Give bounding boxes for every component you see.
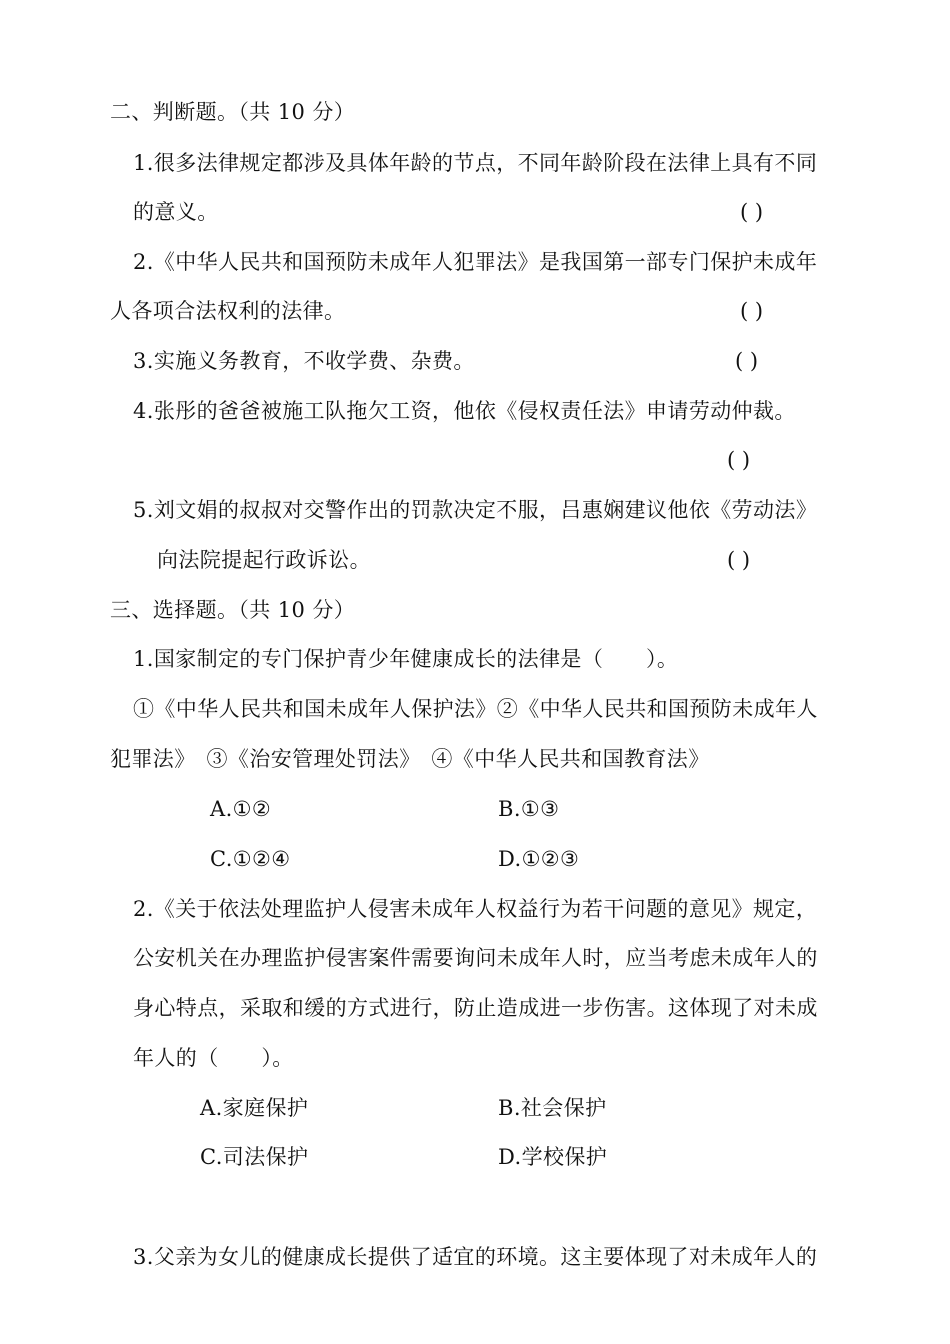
- judge-heading: 二、判断题。（共 10 分）: [110, 100, 356, 124]
- choice-q2-option-c[interactable]: C.司法保护: [200, 1145, 309, 1169]
- choice-q1: 1.国家制定的专门保护青少年健康成长的法律是（ ）。: [133, 647, 679, 671]
- choice-q2-line2: 公安机关在办理监护侵害案件需要询问未成年人时，应当考虑未成年人的: [133, 946, 818, 970]
- judge-q5-line1: 5.刘文娟的叔叔对交警作出的罚款决定不服，吕惠娴建议他依《劳动法》: [133, 498, 818, 522]
- choice-q2-option-a[interactable]: A.家庭保护: [200, 1096, 309, 1120]
- judge-q3-answer-paren[interactable]: ( ): [735, 349, 759, 373]
- choice-q1-option-c[interactable]: C.①②④: [210, 847, 291, 871]
- choice-q3-line1: 3.父亲为女儿的健康成长提供了适宜的环境。这主要体现了对未成年人的: [133, 1245, 818, 1269]
- choice-q2-line4: 年人的（ ）。: [133, 1046, 294, 1070]
- judge-q2-line1: 2.《中华人民共和国预防未成年人犯罪法》是我国第一部专门保护未成年: [133, 250, 818, 274]
- judge-q4-answer-paren[interactable]: ( ): [727, 448, 751, 472]
- choice-q2-line3: 身心特点，采取和缓的方式进行，防止造成进一步伤害。这体现了对未成: [133, 996, 818, 1020]
- judge-q4: 4.张彤的爸爸被施工队拖欠工资，他依《侵权责任法》申请劳动仲裁。: [133, 399, 796, 423]
- choice-q1-option-a[interactable]: A.①②: [210, 797, 272, 821]
- choice-q1-option-d[interactable]: D.①②③: [498, 847, 580, 871]
- judge-q1-line2: 的意义。: [133, 200, 219, 224]
- judge-q2-answer-paren[interactable]: ( ): [740, 299, 764, 323]
- judge-q1-line1: 1.很多法律规定都涉及具体年龄的节点，不同年龄阶段在法律上具有不同: [133, 151, 818, 175]
- choice-q2-line1: 2.《关于依法处理监护人侵害未成年人权益行为若干问题的意见》规定，: [133, 897, 818, 921]
- choice-q2-option-b[interactable]: B.社会保护: [498, 1096, 607, 1120]
- judge-q3: 3.实施义务教育，不收学费、杂费。: [133, 349, 475, 373]
- judge-q2-line2: 人各项合法权利的法律。: [110, 299, 346, 323]
- choice-heading: 三、选择题。（共 10 分）: [110, 598, 356, 622]
- choice-q1-items-line2: 犯罪法》 ③《治安管理处罚法》 ④《中华人民共和国教育法》: [110, 747, 710, 771]
- judge-q1-answer-paren[interactable]: ( ): [740, 200, 764, 224]
- judge-q5-line2: 向法院提起行政诉讼。: [157, 548, 371, 572]
- choice-q2-option-d[interactable]: D.学校保护: [498, 1145, 608, 1169]
- choice-q1-option-b[interactable]: B.①③: [498, 797, 560, 821]
- choice-q1-items-line1: ①《中华人民共和国未成年人保护法》②《中华人民共和国预防未成年人: [133, 697, 818, 721]
- judge-q5-answer-paren[interactable]: ( ): [727, 548, 751, 572]
